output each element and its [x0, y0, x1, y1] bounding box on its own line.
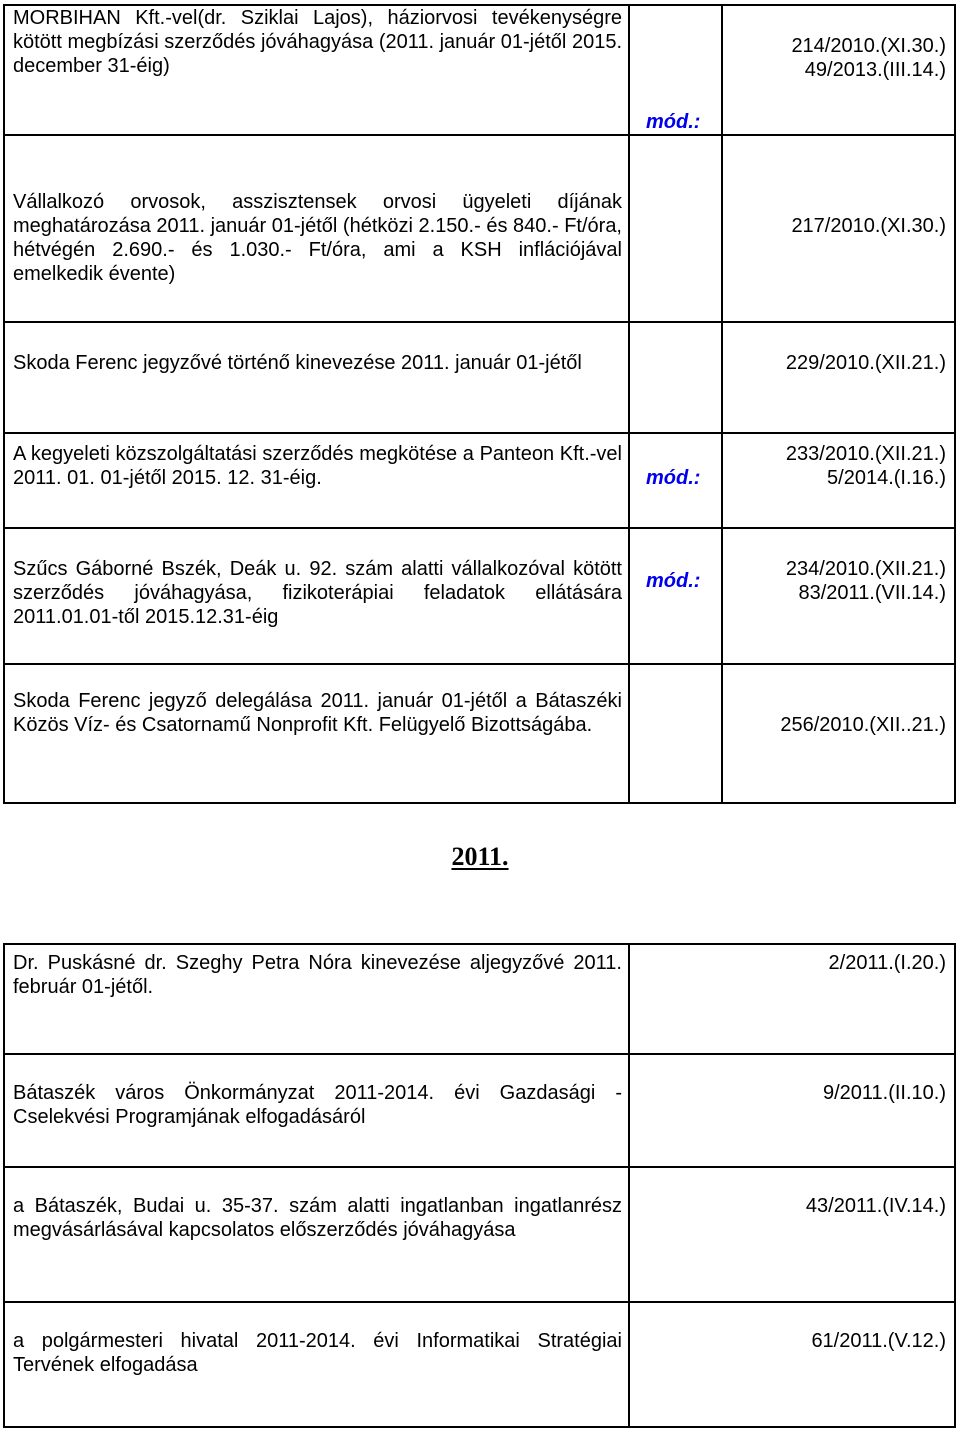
- table-row: [4, 5, 955, 135]
- mod-label: mód.:: [646, 570, 701, 592]
- table-row: [4, 1302, 955, 1427]
- resolution-number: 217/2010.(XI.30.): [791, 215, 946, 237]
- row-description: Vállalkozó orvosok, asszisztensek orvosi ügyeleti díjának meghatározása 2011. január 01-jétől (hétközi 2.150.- és 840.- Ft/óra, hétvégén 2.690.- és 1.030.- Ft/óra, ami a KSH inflációjával emelkedik évente): [4, 135, 629, 322]
- resolution-number: 256/2010.(XII..21.): [780, 714, 946, 736]
- row-description: Dr. Puskásné dr. Szeghy Petra Nóra kinevezése aljegyzővé 2011. február 01-jétől.: [4, 944, 629, 1054]
- resolutions-table-2011: [3, 943, 956, 1428]
- row-description: A kegyeleti közszolgáltatási szerződés megkötése a Panteon Kft.-vel 2011. 01. 01-jétől 2015. 12. 31-éig.: [4, 433, 629, 528]
- resolutions-table-2010: [3, 4, 956, 804]
- modification-cell: [629, 135, 722, 322]
- table-row: [4, 322, 955, 433]
- modification-cell: [629, 528, 722, 664]
- row-description: Skoda Ferenc jegyző delegálása 2011. január 01-jétől a Bátaszéki Közös Víz- és Csatornamű Nonprofit Kft. Felügyelő Bizottságába.: [4, 664, 629, 803]
- resolution-number: 234/2010.(XII.21.): [785, 558, 946, 580]
- resolution-number-cell: [722, 5, 955, 135]
- resolution-number: 5/2014.(I.16.): [827, 467, 946, 489]
- resolution-number-cell: [722, 528, 955, 664]
- resolution-number: 9/2011.(II.10.): [822, 1082, 946, 1104]
- resolution-number-cell: [722, 433, 955, 528]
- row-description: a polgármesteri hivatal 2011-2014. évi Informatikai Stratégiai Tervének elfogadása: [4, 1302, 629, 1427]
- modification-cell: [629, 5, 722, 135]
- table-row: [4, 1167, 955, 1302]
- row-description: a Bátaszék, Budai u. 35-37. szám alatti ingatlanban ingatlanrész megvásárlásával kapcsolatos előszerződés jóváhagyása: [4, 1167, 629, 1302]
- year-heading: 2011.: [451, 842, 509, 871]
- resolution-number-cell: [629, 944, 955, 1054]
- resolution-number-cell: [722, 664, 955, 803]
- resolution-number: 233/2010.(XII.21.): [785, 443, 946, 465]
- row-description: Szűcs Gáborné Bszék, Deák u. 92. szám alatti vállalkozóval kötött szerződés jóváhagyása, fizikoterápiai feladatok ellátására 2011.01.01-től 2015.12.31-éig: [4, 528, 629, 664]
- resolution-number: 83/2011.(VII.14.): [798, 582, 946, 604]
- table-row: [4, 433, 955, 528]
- resolution-number: 2/2011.(I.20.): [828, 952, 946, 974]
- modification-cell: [629, 322, 722, 433]
- resolution-number: 214/2010.(XI.30.): [791, 35, 946, 57]
- resolution-number-cell: [629, 1302, 955, 1427]
- resolution-number: 49/2013.(III.14.): [804, 59, 946, 81]
- row-description: MORBIHAN Kft.-vel(dr. Sziklai Lajos), háziorvosi tevékenységre kötött megbízási szerződés jóváhagyása (2011. január 01-jétől 2015. december 31-éig): [4, 5, 629, 135]
- resolution-number: 229/2010.(XII.21.): [785, 352, 946, 374]
- table-row: [4, 1054, 955, 1167]
- table-row: [4, 528, 955, 664]
- row-description: Skoda Ferenc jegyzővé történő kinevezése 2011. január 01-jétől: [4, 322, 629, 433]
- mod-label: mód.:: [646, 467, 701, 489]
- resolution-number-cell: [629, 1054, 955, 1167]
- table-row: [4, 135, 955, 322]
- row-description: Bátaszék város Önkormányzat 2011-2014. évi Gazdasági - Cselekvési Programjának elfogadásáról: [4, 1054, 629, 1167]
- mod-label: mód.:: [646, 111, 701, 133]
- resolution-number-cell: [722, 135, 955, 322]
- table-row: [4, 944, 955, 1054]
- resolution-number-cell: [722, 322, 955, 433]
- modification-cell: [629, 664, 722, 803]
- modification-cell: [629, 433, 722, 528]
- table-row: [4, 664, 955, 803]
- resolution-number: 43/2011.(IV.14.): [805, 1195, 946, 1217]
- resolution-number: 61/2011.(V.12.): [811, 1330, 946, 1352]
- resolution-number-cell: [629, 1167, 955, 1302]
